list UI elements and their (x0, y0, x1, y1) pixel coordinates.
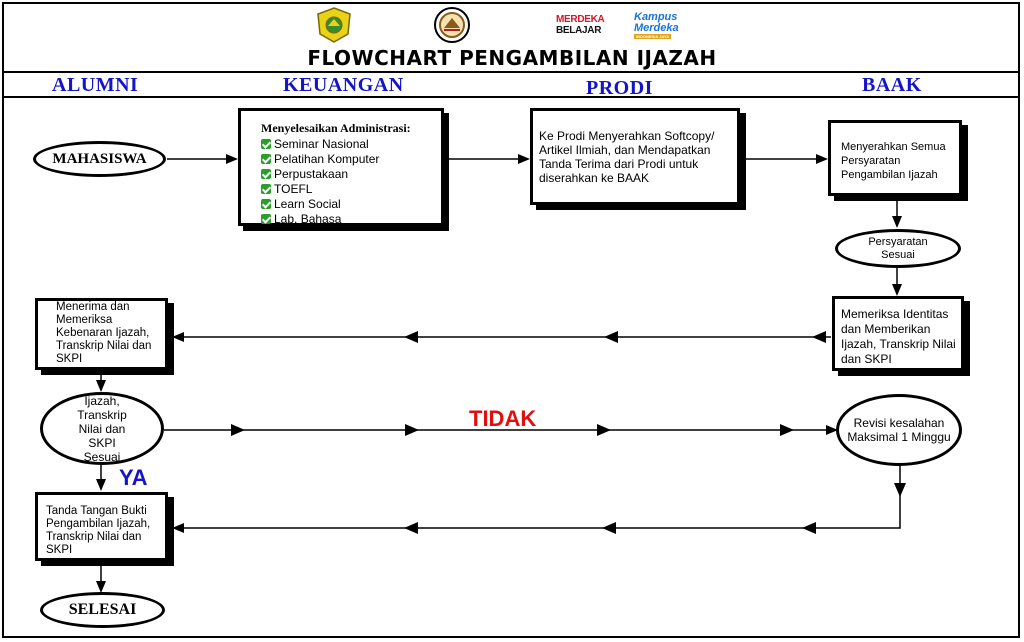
check-icon (261, 214, 271, 224)
menerima-box (35, 298, 168, 370)
prodi-box (530, 108, 740, 205)
lane-alumni: ALUMNI (52, 74, 139, 96)
lane-baak: BAAK (862, 74, 922, 96)
tandatangan-text: Tanda Tangan Bukti Pengambilan Ijazah, Transkrip Nilai dan SKPI (46, 505, 151, 556)
decision-ijazah-sesuai (40, 392, 164, 465)
keuangan-item (261, 136, 441, 151)
lane-prodi: PRODI (586, 77, 653, 99)
check-icon (261, 199, 271, 209)
end-selesai-label: SELESAI (68, 601, 137, 618)
kampus-merdeka-line1: Kampus (634, 10, 678, 23)
menerima-text: Menerima dan Memeriksa Kebenaran Ijazah, Transkrip Nilai dan SKPI (56, 301, 152, 365)
start-mahasiswa (33, 141, 166, 177)
check-icon (261, 169, 271, 179)
keuangan-item-label: Learn Social (274, 196, 341, 211)
keuangan-item-label: Perpustakaan (274, 166, 349, 181)
keuangan-item-label: Seminar Nasional (274, 136, 369, 151)
mid-arrowheads (231, 331, 906, 534)
end-selesai (40, 592, 165, 628)
prodi-text: Ke Prodi Menyerahkan Softcopy/ Artikel Ilmiah, dan Mendapatkan Tanda Terima dari Prodi untuk diserahkan ke BAAK (539, 129, 715, 185)
baak-text: Menyerahkan Semua Persyaratan Pengambilan Ijazah (841, 141, 946, 181)
keuangan-item-label: Lab. Bahasa (274, 211, 342, 226)
revisi-label: Revisi kesalahan Maksimal 1 Minggu (847, 416, 951, 444)
keuangan-item (261, 151, 441, 166)
lane-keuangan: KEUANGAN (283, 74, 404, 96)
memeriksa-text: Memeriksa Identitas dan Memberikan Ijazah, Transkrip Nilai dan SKPI (841, 307, 956, 366)
decision-ijazah-label: Ijazah, Transkrip Nilai dan SKPI Sesuai (77, 393, 127, 464)
merdeka-belajar-line2: BELAJAR (556, 25, 602, 36)
kampus-merdeka-line2: Merdeka (634, 21, 679, 34)
keuangan-box (238, 108, 444, 226)
keuangan-item (261, 196, 441, 211)
merdeka-belajar-line1: MERDEKA (556, 14, 605, 25)
memeriksa-box (832, 296, 964, 371)
keuangan-item-label: TOEFL (274, 181, 313, 196)
decision-persyaratan-label: Persyaratan Sesuai (868, 235, 928, 261)
label-tidak: TIDAK (469, 406, 537, 431)
decision-persyaratan (835, 229, 961, 268)
arrow-revisi-tandatangan (174, 466, 900, 528)
label-ya: YA (119, 465, 148, 490)
check-icon (261, 139, 271, 149)
baak-box (828, 120, 962, 196)
revisi-ellipse (836, 394, 962, 466)
keuangan-item (261, 166, 441, 181)
keuangan-item-label: Pelatihan Komputer (274, 151, 380, 166)
tandatangan-box (35, 492, 168, 561)
keuangan-title: Menyelesaikan Administrasi: (261, 121, 411, 135)
kampus-merdeka-line3: INDONESIA JAYA (636, 33, 670, 39)
keuangan-item (261, 211, 441, 226)
keuangan-item (261, 181, 441, 196)
start-mahasiswa-label: MAHASISWA (52, 150, 147, 167)
check-icon (261, 184, 271, 194)
page-title: FLOWCHART PENGAMBILAN IJAZAH (307, 46, 717, 70)
check-icon (261, 154, 271, 164)
